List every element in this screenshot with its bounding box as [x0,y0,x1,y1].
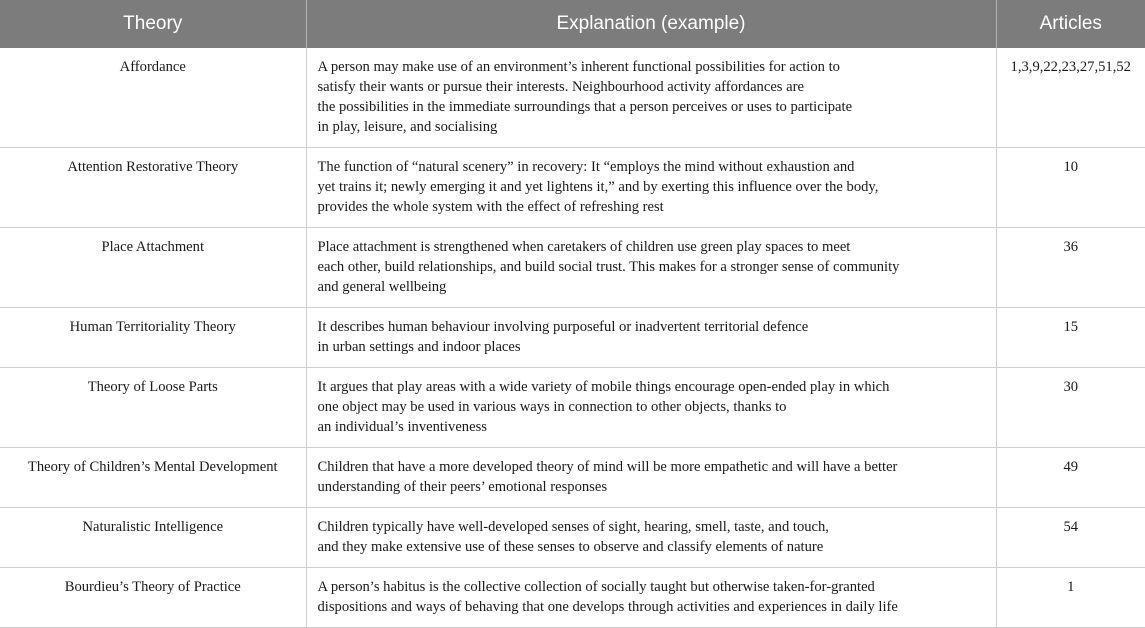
explanation-cell [306,368,996,448]
explanation-line: Children typically have well-developed senses of sight, hearing, smell, taste, and touch, [317,519,829,535]
explanation-line: A person may make use of an environment’s inherent functional possibilities for action to [317,59,840,75]
theory-cell: Theory of Children’s Mental Development [0,448,306,508]
table-row [0,368,1145,448]
explanation-cell [306,508,996,568]
explanation-line: It argues that play areas with a wide variety of mobile things encourage open-ended play in which [317,379,890,395]
table-row [0,448,1145,508]
explanation-line: one object may be used in various ways in connection to other objects, thanks to [317,399,787,415]
explanation-line: understanding of their peers’ emotional responses [317,479,607,495]
explanation-cell [306,48,996,148]
articles-cell: 49 [996,448,1145,508]
explanation-line: Children that have a more developed theory of mind will be more empathetic and will have a better [317,459,898,475]
explanation-line: in urban settings and indoor places [317,339,521,355]
explanation-cell [306,448,996,508]
theory-cell: Affordance [0,48,306,148]
explanation-line: an individual’s inventiveness [317,419,487,435]
explanation-line: and general wellbeing [317,279,447,295]
table-row [0,508,1145,568]
explanation-line: the possibilities in the immediate surroundings that a person perceives or uses to participate [317,99,853,115]
theory-cell: Theory of Loose Parts [0,368,306,448]
explanation-cell [306,308,996,368]
theory-cell: Place Attachment [0,228,306,308]
explanation-line: each other, build relationships, and build social trust. This makes for a stronger sense of community [317,259,900,275]
explanation-cell [306,228,996,308]
articles-cell: 1,3,9,22,23,27,51,52 [996,48,1145,148]
explanation-line: Place attachment is strengthened when caretakers of children use green play spaces to meet [317,239,851,255]
articles-cell: 10 [996,148,1145,228]
theory-cell: Attention Restorative Theory [0,148,306,228]
header-explanation: Explanation (example) [306,0,996,48]
table-row [0,148,1145,228]
table-row [0,308,1145,368]
explanation-line: dispositions and ways of behaving that one develops through activities and experiences in daily life [317,599,898,615]
explanation-line: yet trains it; newly emerging it and yet lightens it,” and by exerting this influence over the body, [317,179,879,195]
table-row [0,228,1145,308]
theory-cell: Human Territoriality Theory [0,308,306,368]
header-theory: Theory [0,0,306,48]
header-articles: Articles [996,0,1145,48]
explanation-cell [306,148,996,228]
explanation-line: satisfy their wants or pursue their interests. Neighbourhood activity affordances are [317,79,804,95]
explanation-line: A person’s habitus is the collective collection of socially taught but otherwise taken-for-granted [317,579,875,595]
table-row [0,568,1145,628]
theory-cell: Naturalistic Intelligence [0,508,306,568]
articles-cell: 15 [996,308,1145,368]
explanation-line: It describes human behaviour involving purposeful or inadvertent territorial defence [317,319,809,335]
theory-cell: Bourdieu’s Theory of Practice [0,568,306,628]
articles-cell: 54 [996,508,1145,568]
table-header-row [0,0,1145,48]
table-row [0,48,1145,148]
explanation-cell [306,568,996,628]
explanation-line: and they make extensive use of these senses to observe and classify elements of nature [317,539,824,555]
explanation-line: in play, leisure, and socialising [317,119,498,135]
articles-cell: 1 [996,568,1145,628]
articles-cell: 36 [996,228,1145,308]
explanation-line: provides the whole system with the effect of refreshing rest [317,199,664,215]
explanation-line: The function of “natural scenery” in recovery: It “employs the mind without exhaustion and [317,159,855,175]
articles-cell: 30 [996,368,1145,448]
